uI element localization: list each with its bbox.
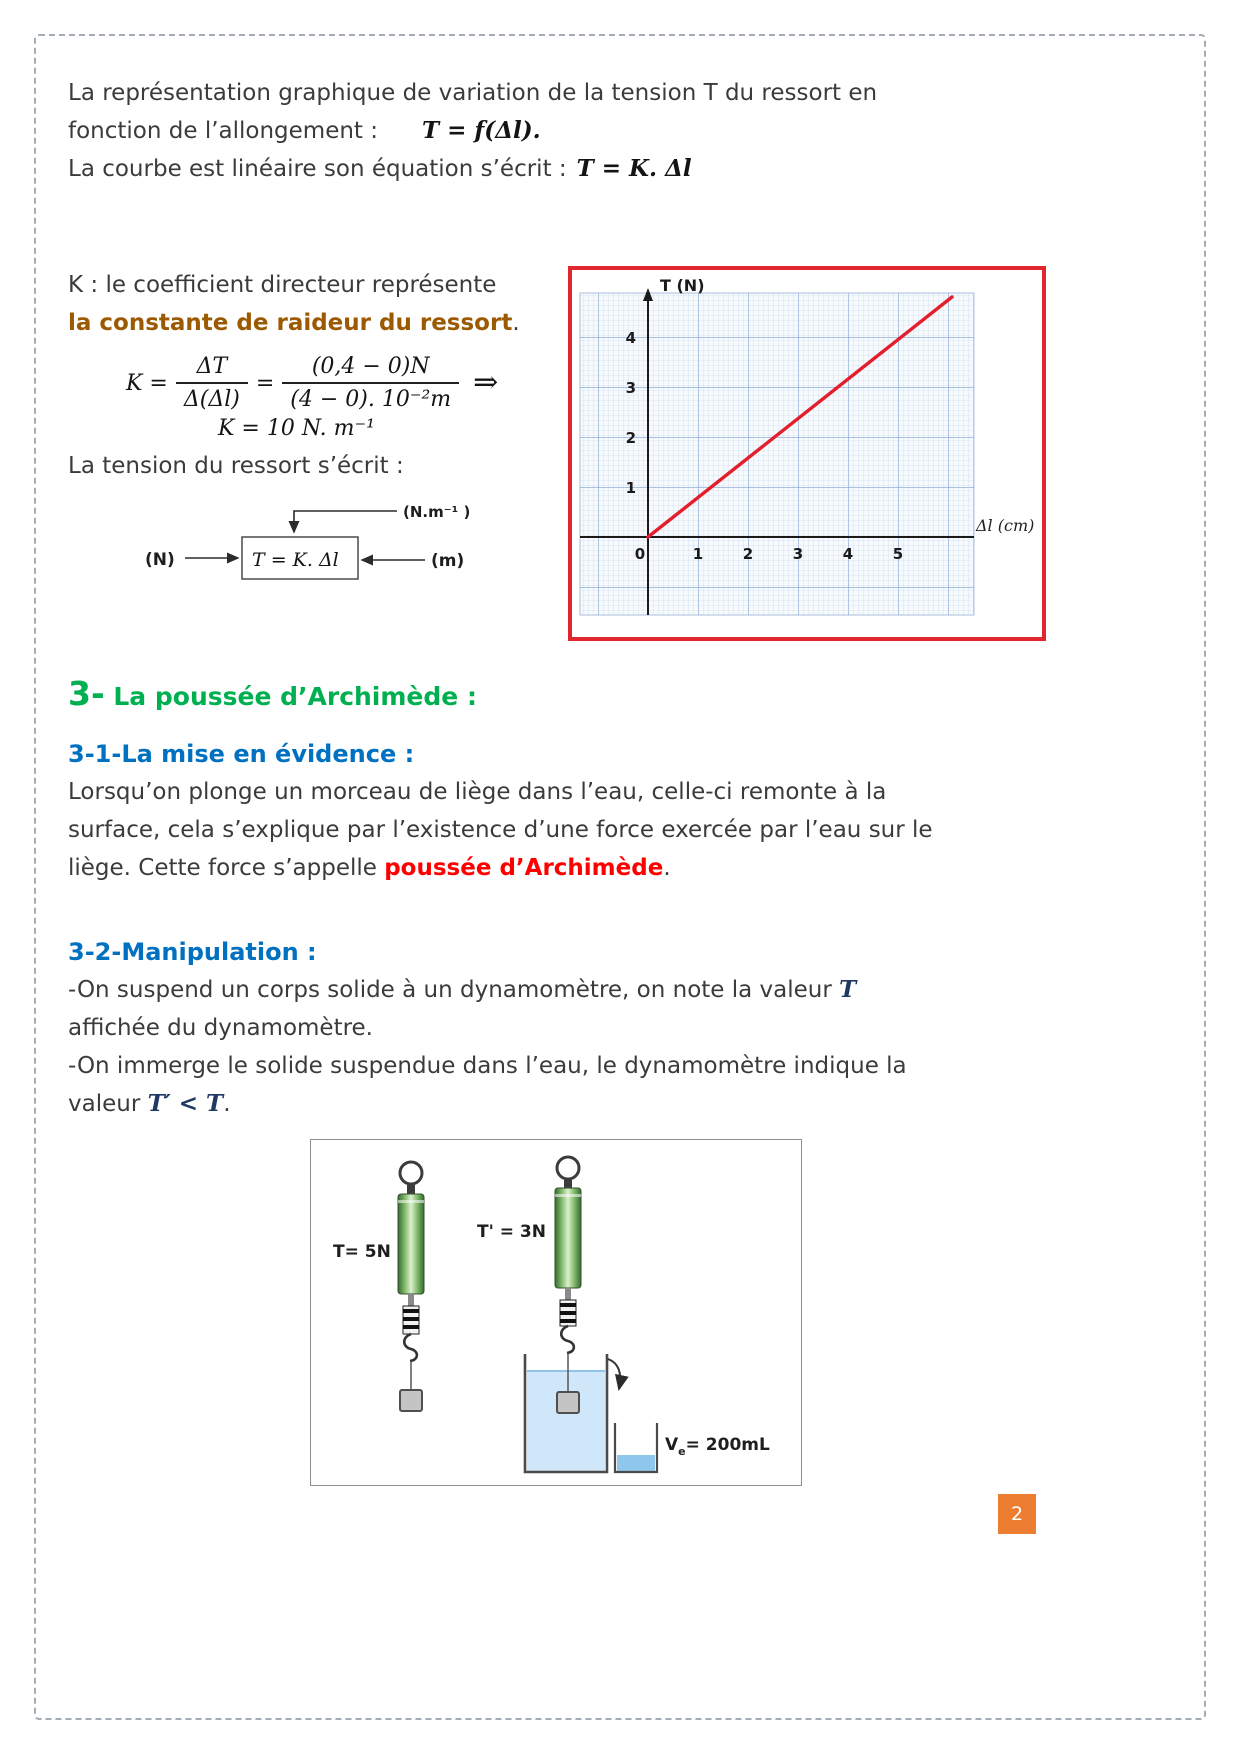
boxed-equation: T = K. Δl	[252, 549, 339, 571]
solid-cube	[400, 1390, 422, 1411]
text-line	[68, 1009, 1168, 1047]
text-line	[68, 811, 1168, 849]
paragraph-mise-en-evidence	[68, 773, 1168, 887]
tension-water-label: T' = 3N	[477, 1222, 546, 1242]
x-tick-4: 4	[842, 545, 854, 563]
k-derivation-formula	[126, 354, 568, 412]
dynamometer-water	[555, 1157, 581, 1353]
y-tick-4: 4	[625, 329, 636, 347]
x-tick-2: 2	[742, 545, 754, 563]
immersed-cube	[557, 1392, 579, 1413]
tension-t-symbol: T	[839, 976, 857, 1003]
text-line	[68, 447, 568, 485]
text-line	[68, 304, 568, 342]
overflow-arrow-icon	[608, 1359, 620, 1389]
dynamometer-air	[398, 1162, 424, 1411]
implies-arrow-icon: ⇒	[473, 365, 499, 400]
text-line	[68, 971, 1168, 1009]
tension-closing-line: La tension du ressort s’écrit :	[68, 453, 404, 479]
formula-equals: =	[255, 370, 275, 396]
tension-comparison-symbol: T′ < T	[147, 1090, 224, 1117]
newton-unit-label: (N)	[145, 550, 175, 570]
y-tick-1: 1	[625, 479, 636, 497]
experiment-figure	[311, 1140, 799, 1483]
graph-column	[568, 266, 1168, 641]
section-3-title: La poussée d’Archimède :	[104, 682, 477, 711]
evidence-line-2: surface, cela s’explique par l’existence d’une force exercée par l’eau sur le	[68, 817, 933, 843]
section-3-heading	[68, 671, 1168, 723]
intro-line-2: fonction de l’allongement :	[68, 118, 379, 144]
x-tick-5: 5	[892, 545, 904, 563]
experiment-figure-frame	[310, 1139, 802, 1486]
evidence-line-1: Lorsqu’on plonge un morceau de liège dans l’eau, celle-ci remonte à la	[68, 779, 887, 805]
text-line	[68, 266, 568, 304]
text-line	[68, 150, 1168, 188]
intro-line-3: La courbe est linéaire son équation s’écrit :	[68, 156, 567, 182]
displaced-water	[617, 1455, 655, 1471]
fraction-numeric: $\frac{(0,4 - 0)N}{\text{(4 − 0). 10⁻²m}}$	[282, 354, 459, 412]
paragraph-manipulation	[68, 971, 1168, 1123]
manip-line-3: -On immerge le solide suspendue dans l’eau, le dynamomètre indique la	[68, 1053, 907, 1079]
coefficient-line: K : le coefficient directeur représente	[68, 272, 497, 298]
displaced-volume-label: $V_e= 200mL$	[665, 1435, 770, 1458]
period: .	[512, 310, 520, 336]
subsection-3-2-heading: 3-2-Manipulation :	[68, 938, 317, 966]
text-line	[68, 112, 1168, 150]
k-result-formula: K = 10 N. m⁻¹	[218, 416, 375, 441]
hanging-ring-icon	[400, 1162, 422, 1184]
tension-graph-frame	[568, 266, 1046, 641]
manip-line-2: affichée du dynamomètre.	[68, 1015, 373, 1041]
stiffness-section	[68, 266, 1168, 641]
newton-per-meter-unit-label: (N.m⁻¹ )	[403, 503, 471, 521]
text-line	[68, 773, 1168, 811]
y-tick-3: 3	[625, 379, 636, 397]
meter-unit-label: (m)	[431, 551, 465, 571]
arrow-to-k-icon	[294, 511, 397, 532]
hanging-ring-icon	[557, 1157, 579, 1179]
page-number-badge: 2	[998, 1494, 1036, 1534]
y-tick-2: 2	[625, 429, 636, 447]
x-axis-label: Δl (cm)	[976, 516, 1035, 535]
spring-scale-body	[398, 1194, 424, 1294]
graph-major-grid	[580, 293, 974, 615]
manip-line-4: valeur	[68, 1091, 148, 1117]
intro-line-1: La représentation graphique de variation de la tension T du ressort en	[68, 80, 878, 106]
x-tick-0: 0	[634, 545, 646, 563]
water	[527, 1371, 605, 1471]
text-line	[68, 1047, 1168, 1085]
x-tick-3: 3	[792, 545, 804, 563]
subsection-3-1-heading: 3-1-La mise en évidence :	[68, 740, 415, 768]
fraction-delta-t: $\frac{\Delta T}{\Delta(\Delta l)}$	[176, 354, 248, 412]
formula-t-f-dl: T = f(Δl).	[422, 117, 541, 144]
water-container	[525, 1353, 607, 1472]
measuring-beaker	[615, 1423, 657, 1472]
text-line	[68, 1085, 1168, 1123]
hook-icon	[561, 1326, 574, 1353]
period: .	[663, 855, 671, 881]
text-line	[68, 849, 1168, 887]
period: .	[223, 1091, 231, 1117]
paragraph-graph-representation	[68, 74, 1168, 188]
text-line	[68, 74, 1168, 112]
formula-lhs: K =	[126, 370, 168, 396]
hook-icon	[404, 1334, 417, 1361]
stiffness-text-column	[68, 266, 568, 641]
page-content	[68, 74, 1168, 1486]
tension-graph	[578, 275, 1038, 629]
y-axis-label: T (N)	[660, 276, 705, 295]
stiffness-constant-highlight: la constante de raideur du ressort	[68, 310, 513, 336]
tension-air-label: T= 5N	[333, 1242, 391, 1262]
evidence-line-3: liège. Cette force s’appelle	[68, 855, 385, 881]
x-tick-1: 1	[692, 545, 704, 563]
section-3-number: 3-	[68, 674, 105, 713]
manip-line-1: -On suspend un corps solide à un dynamomètre, on note la valeur	[68, 977, 840, 1003]
spring-scale-body	[555, 1188, 581, 1288]
unit-diagram	[139, 499, 491, 595]
archimede-highlight: poussée d’Archimède	[384, 855, 664, 881]
formula-t-k-dl: T = K. Δl	[576, 155, 692, 182]
